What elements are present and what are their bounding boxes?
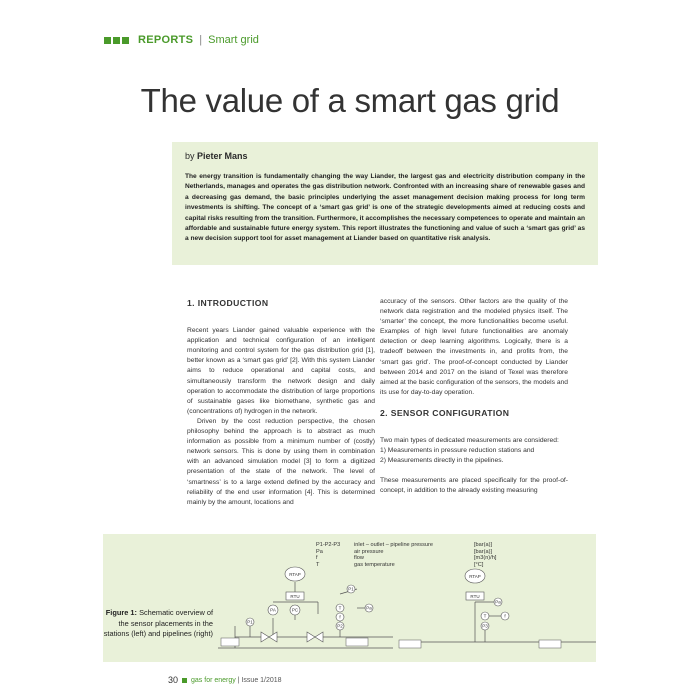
intro-heading: 1. INTRODUCTION	[187, 298, 269, 308]
t-label: T	[338, 605, 342, 611]
legend-row: f flow [m3(n)/h]	[316, 555, 497, 561]
figure-caption-text: Schematic overview of the sensor placements in the stations (left) and pipelines (right)	[103, 608, 213, 638]
p1-label: P1	[247, 619, 253, 625]
sensor-schematic	[103, 534, 596, 662]
page-footer	[168, 675, 282, 685]
right-column	[380, 297, 568, 497]
rtap-label: RTAP	[469, 574, 481, 579]
rtu-label: RTU	[470, 594, 480, 599]
header-square-icon	[122, 37, 129, 44]
header-square-icon	[113, 37, 120, 44]
intro-paragraph-1: Recent years Liander gained valuable experience with the application and technical configuration of an intelligent monitoring and control system for the gas distribution grid [1], better known as a ‘smart gas grid’ [2]. With this system Liander aims to reduce operational and capital costs, and simultaneously transform the network design and daily operation to accommodate the distribution of large proportions of sustainable gases like biomethane, synthetic gas and (concentrations of) hydrogen in the network.	[187, 327, 375, 415]
t-label: T	[483, 613, 487, 619]
legend-row: T gas temperature [°C]	[316, 561, 484, 568]
list-item: 1) Measurements in pressure reduction stations and	[380, 447, 535, 455]
figure-caption-label: Figure 1:	[105, 608, 137, 617]
article-title: The value of a smart gas grid	[140, 82, 560, 119]
rtap-label: RTAP	[289, 572, 301, 577]
p1-label: P1	[348, 586, 354, 592]
abstract-box	[172, 142, 598, 265]
issue-label: | Issue 1/2018	[237, 676, 282, 684]
section-header	[104, 34, 259, 46]
header-square-icon	[104, 37, 111, 44]
intro-paragraph-2: Driven by the cost reduction perspective, the chosen philosophy behind the approach is to abstract as much information as possible from a minimum number of (costly) network sensors. This is done by using them in combination with an advanced simulation model [3] to form a digitized presentation of the state of the network. The level of ‘smartness’ is to a large extend defined by the accuracy and reliability of the end user information [4]. This is determined mainly by the amount, locations and	[187, 417, 375, 506]
page-number: 30	[168, 675, 179, 685]
pa-label: PA	[270, 607, 276, 613]
header-separator: |	[199, 34, 203, 46]
topic-label: Smart grid	[208, 34, 259, 46]
figure-panel	[103, 534, 596, 662]
p3-label: P3	[482, 623, 488, 629]
byline	[185, 151, 248, 161]
f-label: f	[339, 614, 341, 620]
f-label: f	[504, 613, 506, 619]
intro-paragraph-3: accuracy of the sensors. Other factors are the quality of the network data registration and the modeled physics itself. The ‘smarter’ the concept, the more functionalities become useful. Examples of high level future functionalities are anomaly detection or deep learning algorithms. Logically, there is a tradeoff between the investments in, and profits from, the ‘smart gas grid’. The proof-of-concept conducted by Liander between 2014 and 2017 on the island of Texel was therefore aimed at the basic configuration of the sensors, the models and its use for day-to-day operation.	[380, 298, 568, 396]
footer-square-icon	[182, 678, 187, 683]
legend-row: P1-P2-P3 inlet – outlet – pipeline pressure [bar(a)]	[316, 542, 493, 548]
left-column	[187, 298, 375, 508]
p2-label: P2	[337, 623, 343, 629]
pa-node-label: Pa	[495, 599, 501, 605]
author-name: Pieter Mans	[197, 151, 248, 161]
legend-row: Pa air pressure [bar(a)]	[316, 548, 493, 555]
sensor-paragraph-1: Two main types of dedicated measurements are considered:	[380, 437, 559, 445]
pc-label: PC	[291, 607, 299, 613]
byline-prefix: by	[185, 151, 195, 161]
rtu-label: RTU	[290, 594, 300, 599]
sensor-list	[380, 446, 568, 466]
sensor-heading: 2. SENSOR CONFIGURATION	[380, 407, 510, 418]
pa-node-label: Pa	[366, 605, 372, 611]
abstract-text: The energy transition is fundamentally changing the way Liander, the largest gas and electricity distribution company in the Netherlands, manages and operates the gas distribution network. Confronted with an increasing share of renewable gases and a decreasing gas demand, the basic principles underlying the asset management decision making process for long term investments is shifting. The concept of a ‘smart gas grid’ is one of the strategic developments aimed at reducing costs and capital risks resulting from the transition. Furthermore, it accomplishes the necessary competences to operate and maintain an affordable and sustainable future energy system. This report illustrates the functioning and value of such a ‘smart gas grid’ as a new decision support tool for asset management at Liander based on quantitative risk analysis.	[185, 173, 585, 243]
sensor-paragraph-2: These measurements are placed specifically for the proof-of-concept, in addition to the already existing measuring	[380, 477, 568, 495]
list-item: 2) Measurements directly in the pipelines.	[380, 457, 504, 465]
section-label: REPORTS	[138, 34, 194, 46]
magazine-name: gas for energy	[191, 676, 236, 684]
